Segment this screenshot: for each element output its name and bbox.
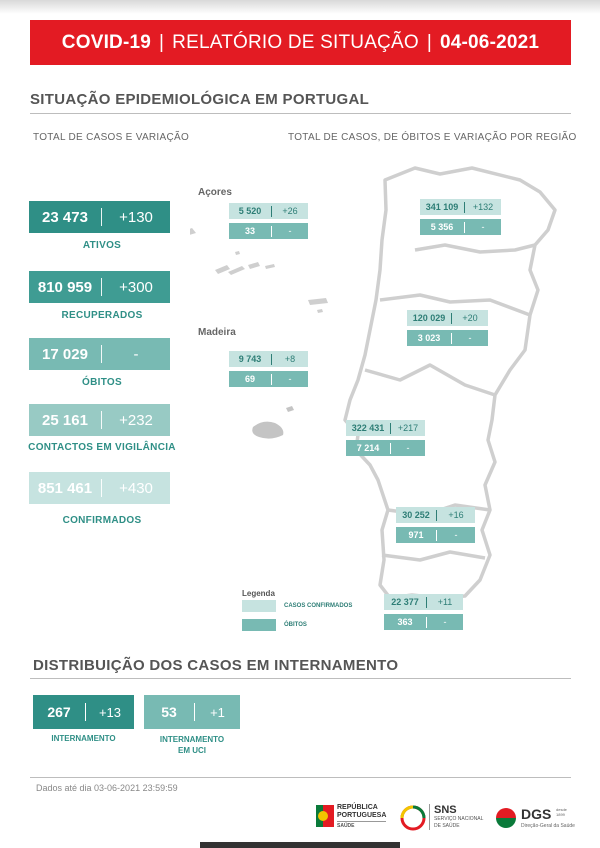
region-lvt-cases: [346, 420, 425, 436]
region-madeira-cases: [229, 351, 308, 367]
region-cases-change: +20: [462, 313, 478, 323]
stat-confirmed: [29, 472, 170, 504]
region-centro-cases: [407, 310, 488, 326]
region-cases-change: +11: [437, 597, 453, 607]
top-shadow: [0, 0, 600, 14]
stat-active: [29, 201, 170, 233]
dgs-title: DGS: [521, 806, 552, 822]
region-acores-cases: [229, 203, 308, 219]
region-algarve-cases: [384, 594, 463, 610]
republica-line2: PORTUGUESA: [337, 812, 387, 819]
region-deaths-change: -: [481, 222, 485, 232]
banner-title: COVID-19: [61, 31, 152, 53]
republica-line1: REPÚBLICA: [337, 804, 378, 811]
ward-change: +13: [98, 704, 122, 720]
region-deaths-change: -: [406, 443, 410, 453]
icu-label-line1: INTERNAMENTO: [159, 735, 225, 744]
region-norte-cases: [420, 199, 501, 215]
stat-divider: [101, 479, 102, 497]
ward-value: 267: [47, 704, 71, 720]
stat-label-recovered: RECUPERADOS: [61, 310, 143, 321]
dgs-since: desde 1899: [556, 807, 567, 817]
region-deaths: 5 356: [430, 222, 454, 232]
sns-title: SNS: [434, 804, 457, 816]
section-divider: [30, 678, 571, 679]
stat-value: 810 959: [37, 278, 93, 296]
region-deaths: 7 214: [356, 443, 380, 453]
stat-deaths: [29, 338, 170, 370]
region-cases: 322 431: [351, 423, 385, 433]
region-cases-change: +217: [397, 423, 419, 433]
acores-islands: [190, 228, 328, 313]
region-alentejo-cases: [396, 507, 475, 523]
stat-value: 17 029: [42, 345, 88, 363]
sns-line2: DE SAÚDE: [434, 823, 460, 829]
republica-line3: SAÚDE: [337, 821, 386, 830]
region-cases-change: +8: [284, 354, 296, 364]
stat-divider: [101, 411, 102, 429]
stat-divider: [101, 278, 102, 296]
region-cases-change: +16: [448, 510, 464, 520]
region-cases-change: +26: [282, 206, 298, 216]
dgs-subtitle: Direção-Geral da Saúde: [521, 823, 575, 829]
footer-divider: [30, 777, 571, 778]
region-deaths: 363: [397, 617, 413, 627]
region-deaths-change: -: [288, 374, 292, 384]
sns-emblem-icon: [400, 805, 426, 831]
banner-date: 04-06-2021: [439, 31, 540, 53]
right-subtitle: TOTAL DE CASOS, DE ÓBITOS E VARIAÇÃO POR REGIÃO: [288, 132, 577, 143]
stat-change: +430: [119, 479, 153, 497]
dgs-emblem-icon: [494, 807, 518, 829]
stat-divider: [101, 208, 102, 226]
portugal-flag-icon: [316, 805, 334, 827]
madeira-islands: [252, 406, 294, 439]
region-deaths: 69: [244, 374, 255, 384]
epi-section-title: SITUAÇÃO EPIDEMIOLÓGICA EM PORTUGAL: [30, 91, 370, 108]
region-deaths: 33: [244, 226, 255, 236]
region-cases-change: +132: [472, 202, 494, 212]
region-madeira-deaths: [229, 371, 308, 387]
dgs-logo: [494, 806, 574, 834]
region-deaths: 971: [408, 530, 424, 540]
region-cases: 341 109: [425, 202, 459, 212]
stat-value: 23 473: [42, 208, 88, 226]
banner-separator: |: [426, 31, 432, 53]
region-algarve-deaths: [384, 614, 463, 630]
stat-value: 25 161: [42, 411, 88, 429]
sns-logo: [400, 804, 486, 834]
stat-value: 851 461: [37, 479, 93, 497]
region-norte-deaths: [420, 219, 501, 235]
region-lvt-deaths: [346, 440, 425, 456]
region-centro-deaths: [407, 330, 488, 346]
stat-recovered: [29, 271, 170, 303]
ward-label: INTERNAMENTO: [51, 734, 116, 743]
legend-title: Legenda: [242, 589, 275, 598]
region-label-acores: Açores: [198, 187, 232, 198]
region-alentejo-deaths: [396, 527, 475, 543]
stat-divider: [101, 345, 102, 363]
legend-label-confirmed: CASOS CONFIRMADOS: [284, 603, 353, 609]
stat-label-confirmed: CONFIRMADOS: [62, 515, 142, 526]
region-label-madeira: Madeira: [198, 327, 236, 338]
region-cases: 22 377: [391, 597, 419, 607]
hospital-icu-box: [144, 695, 240, 729]
icu-value: 53: [161, 704, 177, 720]
bottom-navigation-bar: [200, 842, 400, 848]
stat-contacts: [29, 404, 170, 436]
banner-separator: |: [159, 31, 165, 53]
report-banner: [30, 20, 571, 65]
icu-change: +1: [210, 704, 225, 720]
region-cases: 5 520: [238, 206, 262, 216]
stat-change: +232: [119, 411, 153, 429]
stat-change: +130: [119, 208, 153, 226]
stat-label-active: ATIVOS: [82, 240, 122, 251]
region-cases: 9 743: [238, 354, 262, 364]
icu-label: [144, 734, 240, 756]
region-cases: 30 252: [402, 510, 430, 520]
legend-label-deaths: ÓBITOS: [284, 622, 307, 628]
hospital-ward-box: [33, 695, 134, 729]
section-divider: [30, 113, 571, 114]
region-deaths-change: -: [468, 333, 472, 343]
icu-label-line2: EM UCI: [178, 746, 206, 755]
legend-swatch-deaths: [242, 619, 276, 631]
region-deaths-change: -: [288, 226, 292, 236]
region-cases: 120 029: [412, 313, 446, 323]
republica-portuguesa-logo: [316, 803, 396, 835]
stat-change: +300: [119, 278, 153, 296]
stat-change: -: [133, 345, 139, 363]
banner-subtitle: RELATÓRIO DE SITUAÇÃO: [172, 31, 419, 53]
stat-label-deaths: ÓBITOS: [82, 377, 122, 388]
region-deaths-change: -: [454, 530, 458, 540]
hospital-section-title: DISTRIBUIÇÃO DOS CASOS EM INTERNAMENTO: [33, 657, 399, 674]
left-subtitle: TOTAL DE CASOS E VARIAÇÃO: [33, 132, 190, 143]
data-timestamp: Dados até dia 03-06-2021 23:59:59: [36, 783, 178, 793]
sns-line1: SERVIÇO NACIONAL: [434, 816, 484, 822]
legend-swatch-confirmed: [242, 600, 276, 612]
stat-label-contacts: CONTACTOS EM VIGILÂNCIA: [28, 442, 176, 453]
region-deaths: 3 023: [417, 333, 441, 343]
region-acores-deaths: [229, 223, 308, 239]
region-deaths-change: -: [443, 617, 447, 627]
